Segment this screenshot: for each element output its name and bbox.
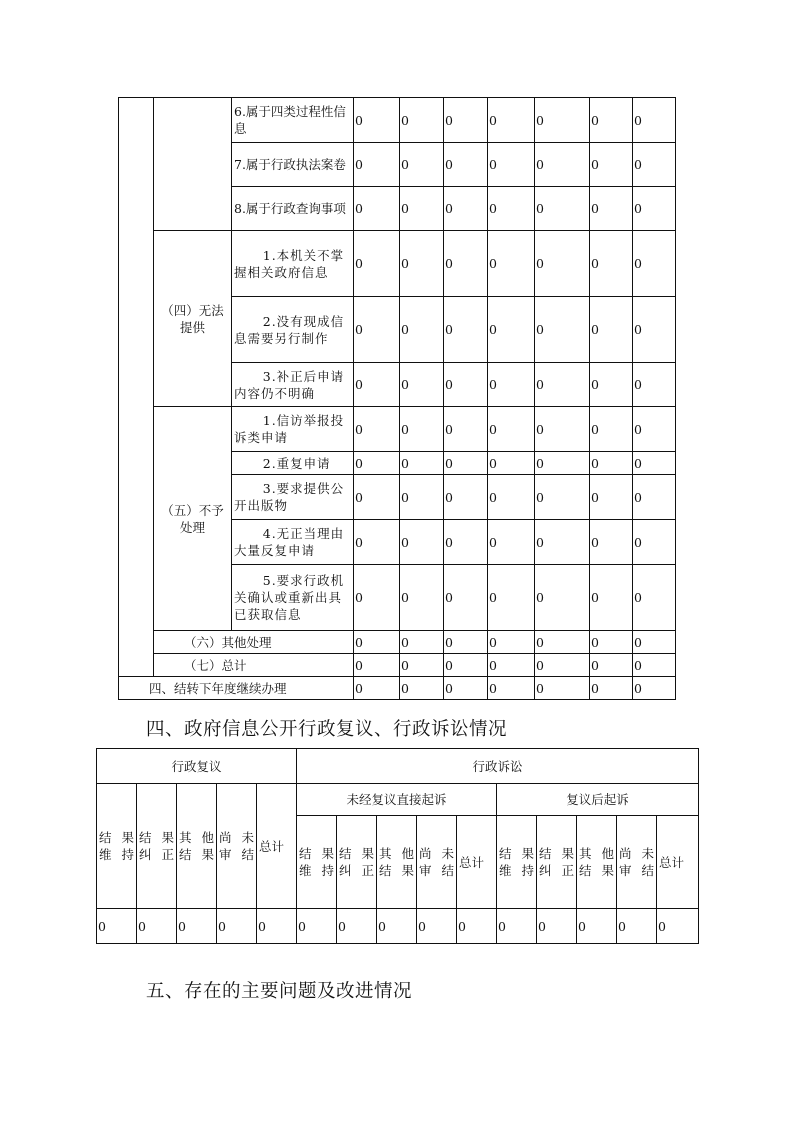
value-cell: 0: [590, 143, 633, 187]
value-cell: 0: [535, 98, 590, 143]
value-cell: 0: [444, 475, 488, 520]
value-cell: 0: [444, 654, 488, 677]
value-cell: 0: [444, 187, 488, 231]
value-cell: 0: [488, 231, 535, 297]
table-row: [119, 654, 676, 677]
value-cell: 0: [633, 475, 676, 520]
value-cell: 0: [590, 654, 633, 677]
review-col-2: 其他结果: [177, 784, 217, 909]
direct-col-2: 其他结果: [377, 816, 417, 909]
value-cell: 0: [400, 452, 444, 475]
value-cell: 0: [488, 475, 535, 520]
value-cell: 0: [535, 143, 590, 187]
section-5-heading: 五、存在的主要问题及改进情况: [146, 981, 413, 1002]
value-cell: 0: [488, 143, 535, 187]
row-label: 6.属于四类过程性信息: [232, 98, 354, 143]
value-cell: 0: [535, 407, 590, 452]
value-cell: 0: [377, 909, 417, 944]
value-cell: 0: [297, 909, 337, 944]
value-cell: 0: [400, 297, 444, 363]
value-cell: 0: [354, 631, 400, 654]
direct-col-4: 总计: [457, 816, 497, 909]
value-cell: 0: [400, 677, 444, 700]
value-cell: 0: [633, 407, 676, 452]
review-col-1: 结果纠正: [137, 784, 177, 909]
value-cell: 0: [354, 297, 400, 363]
row-label: 7.属于行政执法案卷: [232, 143, 354, 187]
value-cell: 0: [444, 407, 488, 452]
application-handling-table: [118, 97, 676, 700]
table-row: [119, 231, 676, 297]
value-cell: 0: [400, 98, 444, 143]
value-cell: 0: [590, 98, 633, 143]
value-cell: 0: [400, 654, 444, 677]
after-col-0: 结果维持: [497, 816, 537, 909]
value-cell: 0: [488, 565, 535, 631]
value-cell: 0: [488, 677, 535, 700]
value-cell: 0: [535, 677, 590, 700]
value-cell: 0: [633, 520, 676, 565]
value-cell: 0: [488, 631, 535, 654]
row-label: 1.信访举报投诉类申请: [232, 407, 354, 452]
value-cell: 0: [177, 909, 217, 944]
review-col-3: 尚未审结: [217, 784, 257, 909]
value-cell: 0: [590, 475, 633, 520]
value-cell: 0: [535, 631, 590, 654]
direct-header: 未经复议直接起诉: [297, 784, 497, 816]
value-cell: 0: [137, 909, 177, 944]
value-cell: 0: [444, 565, 488, 631]
direct-col-1: 结果纠正: [337, 816, 377, 909]
after-col-3: 尚未审结: [617, 816, 657, 909]
value-cell: 0: [488, 452, 535, 475]
value-cell: 0: [444, 631, 488, 654]
value-cell: 0: [354, 143, 400, 187]
value-cell: 0: [337, 909, 377, 944]
value-cell: 0: [444, 231, 488, 297]
value-cell: 0: [97, 909, 137, 944]
value-cell: 0: [354, 565, 400, 631]
value-cell: 0: [400, 407, 444, 452]
after-col-2: 其他结果: [577, 816, 617, 909]
value-cell: 0: [633, 363, 676, 407]
value-cell: 0: [354, 407, 400, 452]
value-cell: 0: [444, 297, 488, 363]
group-4-title: （四）无法提供: [154, 231, 232, 407]
row-label: 2.没有现成信息需要另行制作: [232, 297, 354, 363]
value-cell: 0: [444, 98, 488, 143]
value-cell: 0: [633, 98, 676, 143]
value-cell: 0: [444, 143, 488, 187]
value-cell: 0: [444, 520, 488, 565]
other-label: （六）其他处理: [154, 631, 354, 654]
value-cell: 0: [444, 363, 488, 407]
value-cell: 0: [577, 909, 617, 944]
value-cell: 0: [217, 909, 257, 944]
value-cell: 0: [590, 187, 633, 231]
sub-category-cell: [154, 98, 232, 231]
value-cell: 0: [633, 143, 676, 187]
value-cell: 0: [535, 231, 590, 297]
value-cell: 0: [537, 909, 577, 944]
review-litigation-table: [96, 748, 699, 944]
value-cell: 0: [488, 407, 535, 452]
value-cell: 0: [590, 631, 633, 654]
section-4-heading: 四、政府信息公开行政复议、行政诉讼情况: [146, 719, 508, 740]
value-cell: 0: [633, 654, 676, 677]
direct-col-0: 结果维持: [297, 816, 337, 909]
value-cell: 0: [444, 452, 488, 475]
value-cell: 0: [633, 565, 676, 631]
value-cell: 0: [633, 452, 676, 475]
value-cell: 0: [354, 98, 400, 143]
value-cell: 0: [400, 565, 444, 631]
value-cell: 0: [400, 475, 444, 520]
value-cell: 0: [400, 143, 444, 187]
value-cell: 0: [633, 231, 676, 297]
total-label: （七）总计: [154, 654, 354, 677]
value-cell: 0: [488, 297, 535, 363]
value-cell: 0: [444, 677, 488, 700]
table-row: [119, 677, 676, 700]
value-cell: 0: [257, 909, 297, 944]
value-cell: 0: [400, 231, 444, 297]
value-cell: 0: [488, 187, 535, 231]
value-cell: 0: [590, 407, 633, 452]
value-cell: 0: [354, 187, 400, 231]
value-cell: 0: [590, 363, 633, 407]
value-cell: 0: [488, 98, 535, 143]
review-col-0: 结果维持: [97, 784, 137, 909]
value-cell: 0: [590, 231, 633, 297]
table-row: [119, 631, 676, 654]
value-cell: 0: [497, 909, 537, 944]
value-cell: 0: [590, 520, 633, 565]
row-label: 3.补正后申请内容仍不明确: [232, 363, 354, 407]
value-cell: 0: [590, 452, 633, 475]
review-litigation-values-row: [97, 909, 699, 944]
value-cell: 0: [535, 520, 590, 565]
after-col-4: 总计: [657, 816, 699, 909]
after-col-1: 结果纠正: [537, 816, 577, 909]
value-cell: 0: [488, 363, 535, 407]
value-cell: 0: [354, 654, 400, 677]
value-cell: 0: [354, 363, 400, 407]
row-label: 3.要求提供公开出版物: [232, 475, 354, 520]
value-cell: 0: [354, 677, 400, 700]
review-col-4: 总计: [257, 784, 297, 909]
value-cell: 0: [535, 187, 590, 231]
value-cell: 0: [354, 231, 400, 297]
row-label: 4.无正当理由大量反复申请: [232, 520, 354, 565]
value-cell: 0: [535, 565, 590, 631]
litigation-header: 行政诉讼: [297, 749, 699, 784]
row-label: 8.属于行政查询事项: [232, 187, 354, 231]
row-label: 2.重复申请: [232, 452, 354, 475]
value-cell: 0: [633, 631, 676, 654]
direct-col-3: 尚未审结: [417, 816, 457, 909]
value-cell: 0: [535, 452, 590, 475]
value-cell: 0: [400, 520, 444, 565]
value-cell: 0: [488, 520, 535, 565]
value-cell: 0: [633, 187, 676, 231]
value-cell: 0: [535, 297, 590, 363]
value-cell: 0: [590, 297, 633, 363]
value-cell: 0: [457, 909, 497, 944]
value-cell: 0: [590, 565, 633, 631]
outer-category-cell: [119, 98, 154, 677]
value-cell: 0: [657, 909, 699, 944]
value-cell: 0: [354, 452, 400, 475]
after-header: 复议后起诉: [497, 784, 699, 816]
table-row: [119, 98, 676, 143]
value-cell: 0: [633, 297, 676, 363]
value-cell: 0: [535, 475, 590, 520]
group-5-title: （五）不予处理: [154, 407, 232, 631]
value-cell: 0: [400, 631, 444, 654]
value-cell: 0: [488, 654, 535, 677]
value-cell: 0: [535, 363, 590, 407]
value-cell: 0: [633, 677, 676, 700]
row-label: 1.本机关不掌握相关政府信息: [232, 231, 354, 297]
value-cell: 0: [617, 909, 657, 944]
value-cell: 0: [354, 520, 400, 565]
row-label: 5.要求行政机关确认或重新出具已获取信息: [232, 565, 354, 631]
value-cell: 0: [400, 187, 444, 231]
carry-label: 四、结转下年度继续办理: [119, 677, 354, 700]
value-cell: 0: [354, 475, 400, 520]
review-header: 行政复议: [97, 749, 297, 784]
table-row: [119, 407, 676, 452]
value-cell: 0: [400, 363, 444, 407]
value-cell: 0: [535, 654, 590, 677]
value-cell: 0: [590, 677, 633, 700]
value-cell: 0: [417, 909, 457, 944]
